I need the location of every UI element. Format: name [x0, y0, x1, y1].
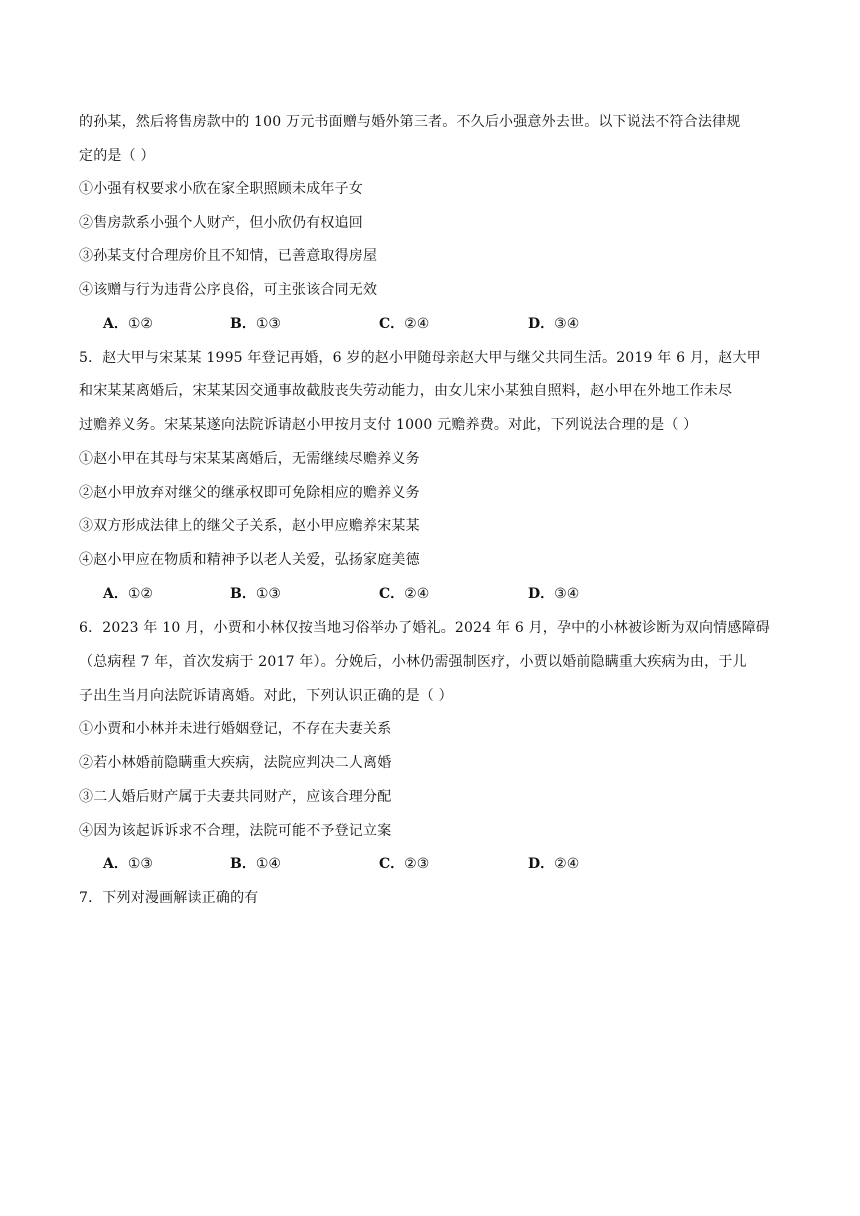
- q6-item-1: ①小贾和小林并未进行婚姻登记，不存在夫妻关系: [79, 721, 392, 737]
- q4-stem-line-1: 的孙某，然后将售房款中的 100 万元书面赠与婚外第三者。不久后小强意外去世。以下说法不符合法律规: [79, 114, 741, 130]
- q5-item-2: ②赵小甲放弃对继父的继承权即可免除相应的赡养义务: [79, 485, 420, 501]
- q6-stem-line-2: （总病程 7 年，首次发病于 2017 年）。分娩后，小林仍需强制医疗，小贾以婚前隐瞒重大疾病为由，于儿: [79, 654, 747, 670]
- q6-option-c[interactable]: C．②③: [379, 856, 430, 872]
- q4-item-3: ③孙某支付合理房价且不知情，已善意取得房屋: [79, 248, 378, 264]
- q6-stem-line-3: 子出生当月向法院诉请离婚。对此，下列认识正确的是（ ）: [79, 688, 453, 704]
- q4-option-a[interactable]: A．①②: [103, 316, 153, 332]
- q6-item-3: ③二人婚后财产属于夫妻共同财产，应该合理分配: [79, 789, 392, 805]
- q7-stem-line-1: 7．下列对漫画解读正确的有: [79, 890, 259, 906]
- q6-item-2: ②若小林婚前隐瞒重大疾病，法院应判决二人离婚: [79, 755, 392, 771]
- q4-option-c[interactable]: C．②④: [379, 316, 430, 332]
- q6-item-4: ④因为该起诉诉求不合理，法院可能不予登记立案: [79, 823, 392, 839]
- q4-option-d[interactable]: D．③④: [528, 316, 580, 332]
- q6-option-d[interactable]: D．②④: [528, 856, 580, 872]
- q5-stem-line-1: 5．赵大甲与宋某某 1995 年登记再婚，6 岁的赵小甲随母亲赵大甲与继父共同生活。2019 年 6 月，赵大甲: [79, 350, 761, 366]
- q5-item-1: ①赵小甲在其母与宋某某离婚后，无需继续尽赡养义务: [79, 451, 420, 467]
- q4-item-2: ②售房款系小强个人财产，但小欣仍有权追回: [79, 215, 363, 231]
- q5-option-a[interactable]: A．①②: [103, 586, 153, 602]
- q6-stem-line-1: 6．2023 年 10 月，小贾和小林仅按当地习俗举办了婚礼。2024 年 6 月，孕中的小林被诊断为双向情感障碍: [79, 620, 770, 636]
- q5-item-3: ③双方形成法律上的继父子关系，赵小甲应赡养宋某某: [79, 518, 420, 534]
- q6-option-b[interactable]: B．①④: [230, 856, 281, 872]
- q4-stem-line-2: 定的是（ ）: [79, 148, 155, 164]
- q5-stem-line-3: 过赡养义务。宋某某遂向法院诉请赵小甲按月支付 1000 元赡养费。对此，下列说法合理的是（ ）: [79, 417, 698, 433]
- q5-option-d[interactable]: D．③④: [528, 586, 580, 602]
- q6-option-a[interactable]: A．①③: [103, 856, 153, 872]
- q5-stem-line-2: 和宋某某离婚后，宋某某因交通事故截肢丧失劳动能力，由女儿宋小某独自照料，赵小甲在外地工作未尽: [79, 383, 733, 399]
- q5-item-4: ④赵小甲应在物质和精神予以老人关爱，弘扬家庭美德: [79, 552, 420, 568]
- q4-item-4: ④该赠与行为违背公序良俗，可主张该合同无效: [79, 282, 378, 298]
- q4-option-b[interactable]: B．①③: [230, 316, 281, 332]
- q5-option-b[interactable]: B．①③: [230, 586, 281, 602]
- q5-option-c[interactable]: C．②④: [379, 586, 430, 602]
- q4-item-1: ①小强有权要求小欣在家全职照顾未成年子女: [79, 181, 363, 197]
